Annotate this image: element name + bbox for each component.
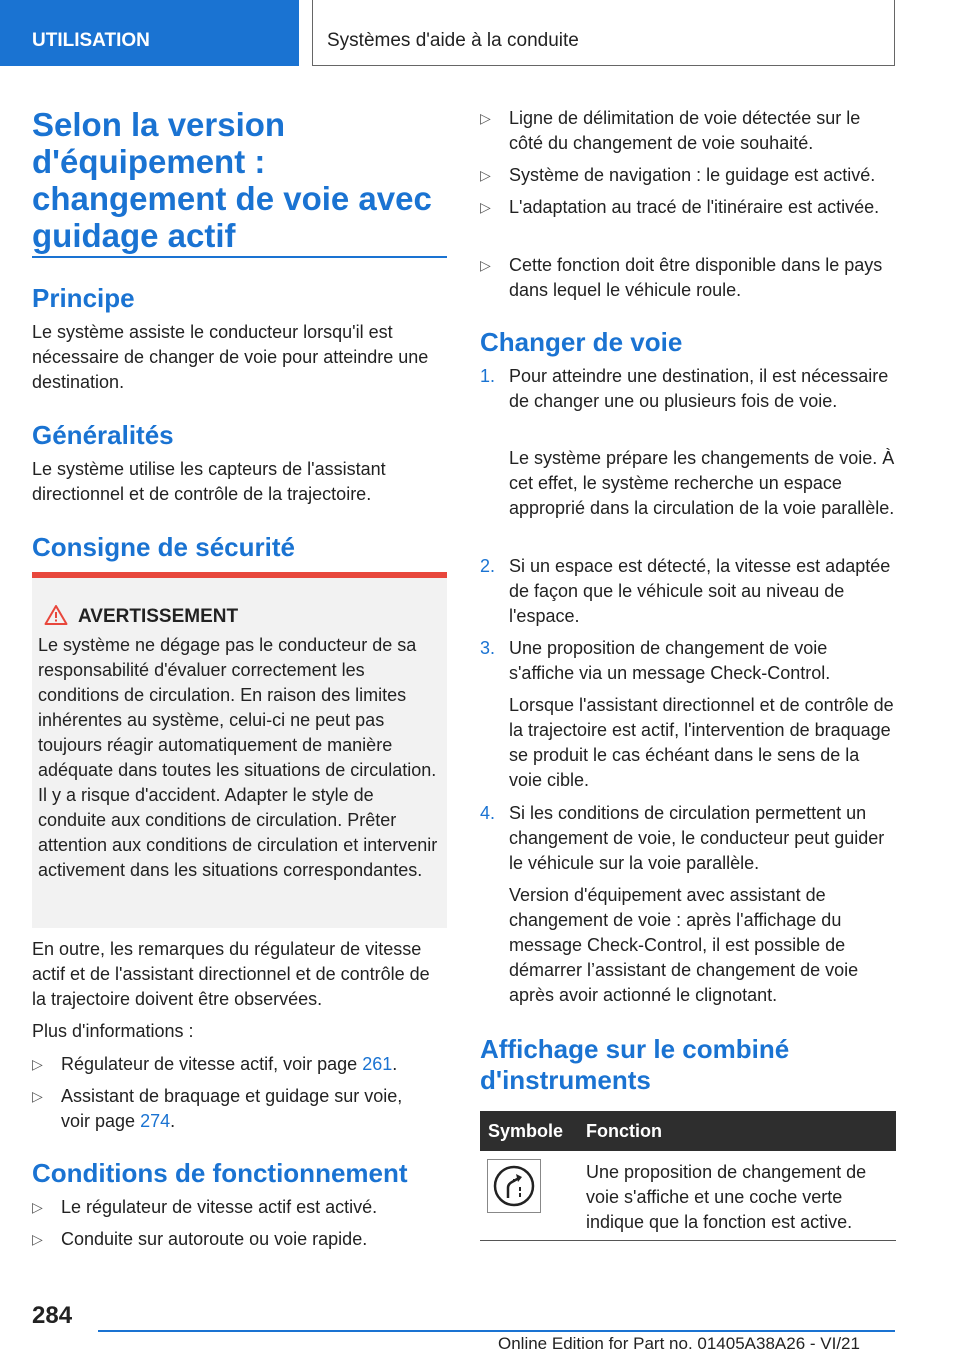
step3b-text: Lorsque l'assistant directionnel et de contrôle de la trajectoire est actif, l'intervention de braquage se produit le cas échéant dans le sens de la voie cible. xyxy=(509,695,894,790)
step-number: 4. xyxy=(480,803,496,823)
ref1-text: Régulateur de vitesse actif, voir page xyxy=(61,1054,358,1074)
step-number: 1. xyxy=(480,366,496,386)
warning-box xyxy=(32,572,447,928)
title-rule xyxy=(32,256,447,258)
ref2-text: Assistant de braquage et guidage sur voie, voir page xyxy=(61,1086,403,1131)
warning-text: Le système ne dégage pas le conducteur de sa responsabilité d'évaluer correctement les conditions de circulation. En raison des limites inhérentes au système, celui-ci ne peut pas toujours réagir automatiquement de manière adéquate dans toutes les situations de circulation. Il y a risque d'accident. Adapter le style de conduite aux conditions de circulation. Prêter attention aux conditions de circulation et intervenir activement dans les situations correspondantes. xyxy=(38,635,438,880)
triangle-bullet-icon: ▷ xyxy=(32,1199,43,1215)
step1b-text: Le système prépare les changements de voie. À cet effet, le système recherche un espace approprié dans la circulation de la voie parallèle. xyxy=(509,448,895,518)
edition-text: Online Edition for Part no. 01405A38A26 - VI/21 xyxy=(498,1334,860,1353)
step-number: 3. xyxy=(480,638,496,658)
triangle-bullet-icon: ▷ xyxy=(32,1088,43,1104)
page-title: Selon la version d'équipement : changement de voie avec guidage actif xyxy=(32,106,432,254)
generalites-text: Le système utilise les capteurs de l'assistant directionnel et de contrôle de la trajectoire. xyxy=(32,459,386,504)
section-label: UTILISATION xyxy=(32,30,150,51)
page-link-274[interactable]: 274 xyxy=(140,1111,171,1131)
table-row-text: Une proposition de changement de voie s'affiche et une coche verte indique que la fonction est active. xyxy=(586,1162,867,1232)
triangle-bullet-icon: ▷ xyxy=(480,257,491,273)
step-number: 2. xyxy=(480,556,496,576)
triangle-bullet-icon: ▷ xyxy=(32,1231,43,1247)
plus-info: Plus d'informations : xyxy=(32,1021,194,1041)
footer-rule xyxy=(98,1330,895,1332)
step4-text: Si les conditions de circulation permettent un changement de voie, le conducteur peut guider le véhicule sur la voie parallèle. xyxy=(509,803,885,873)
table-bottom-rule xyxy=(480,1240,896,1241)
step2-text: Si un espace est détecté, la vitesse est adaptée de façon que le véhicule soit au niveau de l'espace. xyxy=(509,556,891,626)
outre-text: En outre, les remarques du régulateur de vitesse actif et de l'assistant directionnel et de contrôle de la trajectoire doivent être observées. xyxy=(32,939,430,1009)
chapter-label: Systèmes d'aide à la conduite xyxy=(327,30,579,51)
lane-change-symbol xyxy=(487,1159,541,1213)
section-tab xyxy=(0,0,299,66)
warning-title: AVERTISSEMENT xyxy=(78,606,239,627)
cond1-text: Le régulateur de vitesse actif est activé. xyxy=(61,1197,378,1217)
table-col-fonction: Fonction xyxy=(586,1121,662,1141)
page-link-261[interactable]: 261 xyxy=(362,1054,393,1074)
consigne-heading: Consigne de sécurité xyxy=(32,532,295,562)
triangle-bullet-icon: ▷ xyxy=(480,167,491,183)
page-number: 284 xyxy=(32,1302,73,1329)
bul3-text: L'adaptation au tracé de l'itinéraire est activée. xyxy=(509,197,880,217)
step3-text: Une proposition de changement de voie s'affiche via un message Check-Control. xyxy=(509,638,831,683)
bul2-text: Système de navigation : le guidage est activé. xyxy=(509,165,876,185)
lane-change-icon xyxy=(488,1160,540,1212)
triangle-bullet-icon: ▷ xyxy=(32,1056,43,1072)
table-col-symbole: Symbole xyxy=(488,1121,564,1141)
bul4-text: Cette fonction doit être disponible dans le pays dans lequel le véhicule roule. xyxy=(509,255,883,300)
step4b-text: Version d'équipement avec assistant de changement de voie : après l'affichage du message Check-Control, il est possible de démarrer l’assistant de changement de voie après avoir actionné le clignotant. xyxy=(509,885,859,1005)
affichage-heading: Affichage sur le combiné d'instruments xyxy=(480,1034,790,1095)
chapter-tab xyxy=(312,0,895,66)
generalites-heading: Généralités xyxy=(32,420,174,450)
principe-heading: Principe xyxy=(32,283,135,313)
triangle-bullet-icon: ▷ xyxy=(480,110,491,126)
principe-text: Le système assiste le conducteur lorsqu'il est nécessaire de changer de voie pour atteindre une destination. xyxy=(32,322,429,392)
table-header xyxy=(480,1111,896,1151)
bul1-text: Ligne de délimitation de voie détectée sur le côté du changement de voie souhaité. xyxy=(509,108,861,153)
step1-text: Pour atteindre une destination, il est nécessaire de changer une ou plusieurs fois de voie. xyxy=(509,366,889,411)
cond2-text: Conduite sur autoroute ou voie rapide. xyxy=(61,1229,368,1249)
warning-triangle-icon xyxy=(44,604,68,626)
conditions-heading: Conditions de fonctionnement xyxy=(32,1158,408,1188)
triangle-bullet-icon: ▷ xyxy=(480,199,491,215)
changer-heading: Changer de voie xyxy=(480,327,683,357)
